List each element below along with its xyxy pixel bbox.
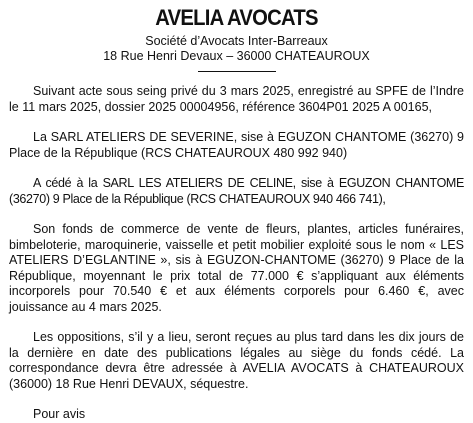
paragraph-seller: La SARL ATELIERS DE SEVERINE, sise à EGUZON CHANTOME (36270) 9 Place de la République (RCS CHATEAUROUX 480 992 940) — [9, 130, 464, 160]
firm-address: 18 Rue Henri Devaux – 36000 CHATEAUROUX — [103, 49, 370, 63]
page-title: AVELIA AVOCATS — [155, 5, 318, 30]
paragraph-oppositions: Les oppositions, s’il y a lieu, seront reçues au plus tard dans les dix jours de la dernière en date des publications légales au siège du fonds cédé. La correspondance devra être adressée à AVELIA AVOCATS à CHATEAUROUX (36000) 18 Rue Henri DEVAUX, séquestre. — [9, 330, 464, 391]
paragraph-business: Son fonds de commerce de vente de fleurs, plantes, articles funéraires, bimbeloterie, maroquinerie, vaisselle et petit mobilier exploité sous le nom « LES ATELIERS D’EGLANTINE », sis à EGUZON-CHANTOME (36270) 9 Place de la République, moyennant le prix total de 77.000 € s’appliquant aux éléments incorporels pour 70.540 € et aux éléments corporels pour 6.460 €, avec jouissance au 4 mars 2025. — [9, 222, 464, 314]
paragraph-buyer: A cédé à la SARL LES ATELIERS DE CELINE, sise à EGUZON CHANTOME (36270) 9 Place de la République (RCS CHATEAUROUX 940 466 741), — [9, 176, 464, 206]
firm-subtitle: Société d’Avocats Inter-Barreaux — [145, 34, 328, 48]
header-divider — [198, 71, 276, 72]
paragraph-deed: Suivant acte sous seing privé du 3 mars 2025, enregistré au SPFE de l’Indre le 11 mars 2025, dossier 2025 00004956, référence 3604P01 2025 A 00165, — [9, 84, 464, 114]
paragraph-closing: Pour avis — [33, 407, 86, 421]
